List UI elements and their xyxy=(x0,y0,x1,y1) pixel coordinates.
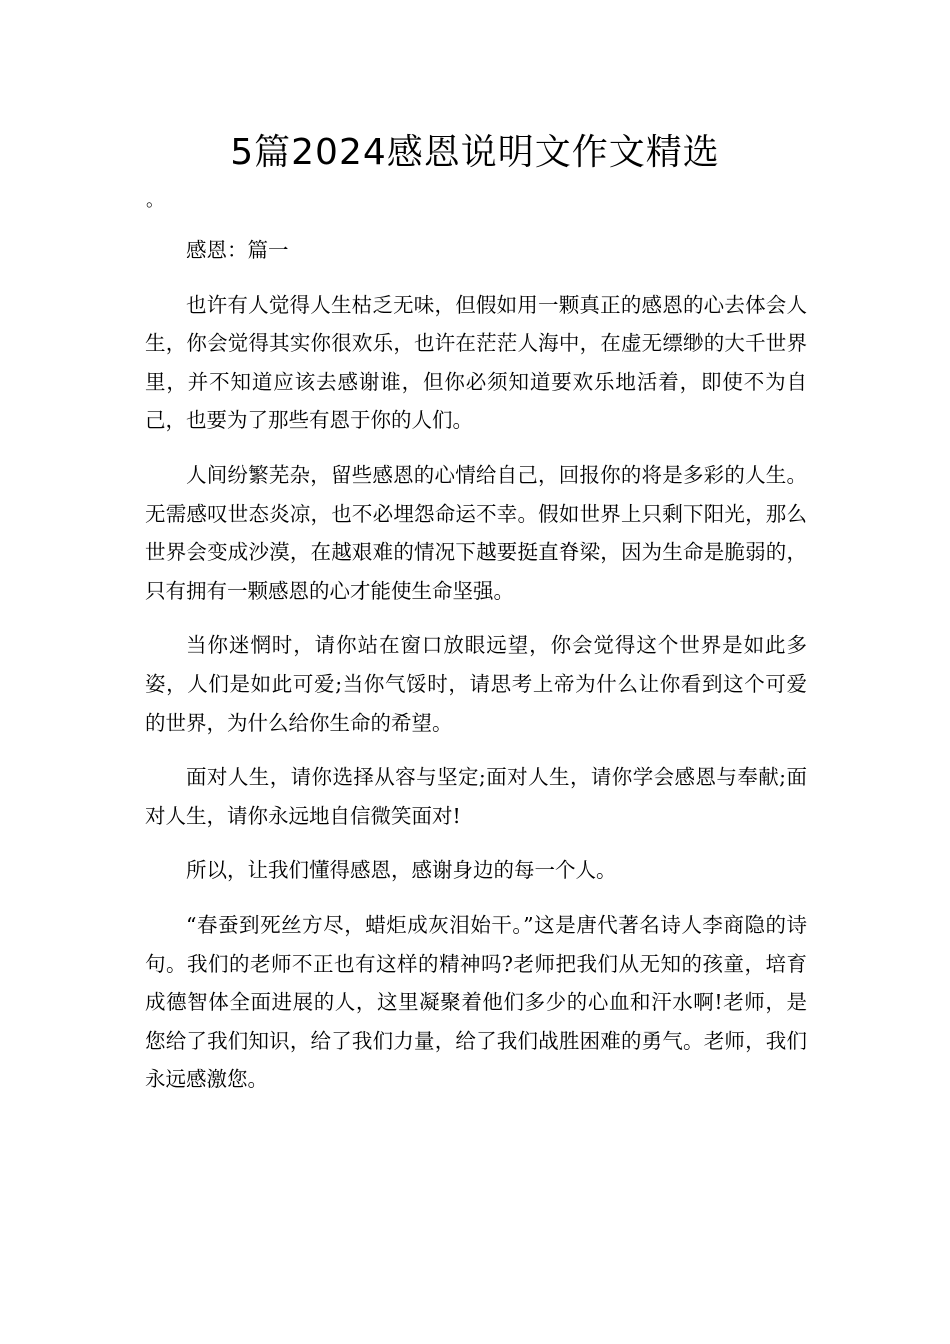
paragraph: 当你迷惘时，请你站在窗口放眼远望，你会觉得这个世界是如此多姿，人们是如此可爱;当你气馁时，请思考上帝为什么让你看到这个可爱的世界，为什么给你生命的希望。 xyxy=(145,633,807,735)
paragraph: 面对人生，请你选择从容与坚定;面对人生，请你学会感恩与奉献;面对人生，请你永远地自信微笑面对! xyxy=(145,765,807,828)
section-heading: 感恩：篇一 xyxy=(186,238,289,262)
paragraph: 人间纷繁芜杂，留些感恩的心情给自己，回报你的将是多彩的人生。无需感叹世态炎凉，也不必埋怨命运不幸。假如世界上只剩下阳光，那么世界会变成沙漠，在越艰难的情况下越要挺直脊梁，因为生命是脆弱的，只有拥有一颗感恩的心才能使生命坚强。 xyxy=(145,462,807,603)
document-body xyxy=(145,231,807,1115)
document-title: 5篇2024感恩说明文作文精选 xyxy=(230,132,720,173)
paragraph: 也许有人觉得人生枯乏无味，但假如用一颗真正的感恩的心去体会人生，你会觉得其实你很欢乐，也许在茫茫人海中，在虚无缥缈的大千世界里，并不知道应该去感谢谁，但你必须知道要欢乐地活着，即使不为自己，也要为了那些有恩于你的人们。 xyxy=(145,292,807,433)
stray-punctuation: 。 xyxy=(146,190,164,211)
paragraph: “春蚕到死丝方尽，蜡炬成灰泪始干。”这是唐代著名诗人李商隐的诗句。我们的老师不正也有这样的精神吗?老师把我们从无知的孩童，培育成德智体全面进展的人，这里凝聚着他们多少的心血和汗水啊!老师，是您给了我们知识，给了我们力量，给了我们战胜困难的勇气。老师，我们永远感激您。 xyxy=(145,912,807,1092)
paragraph: 所以，让我们懂得感恩，感谢身边的每一个人。 xyxy=(186,858,617,883)
